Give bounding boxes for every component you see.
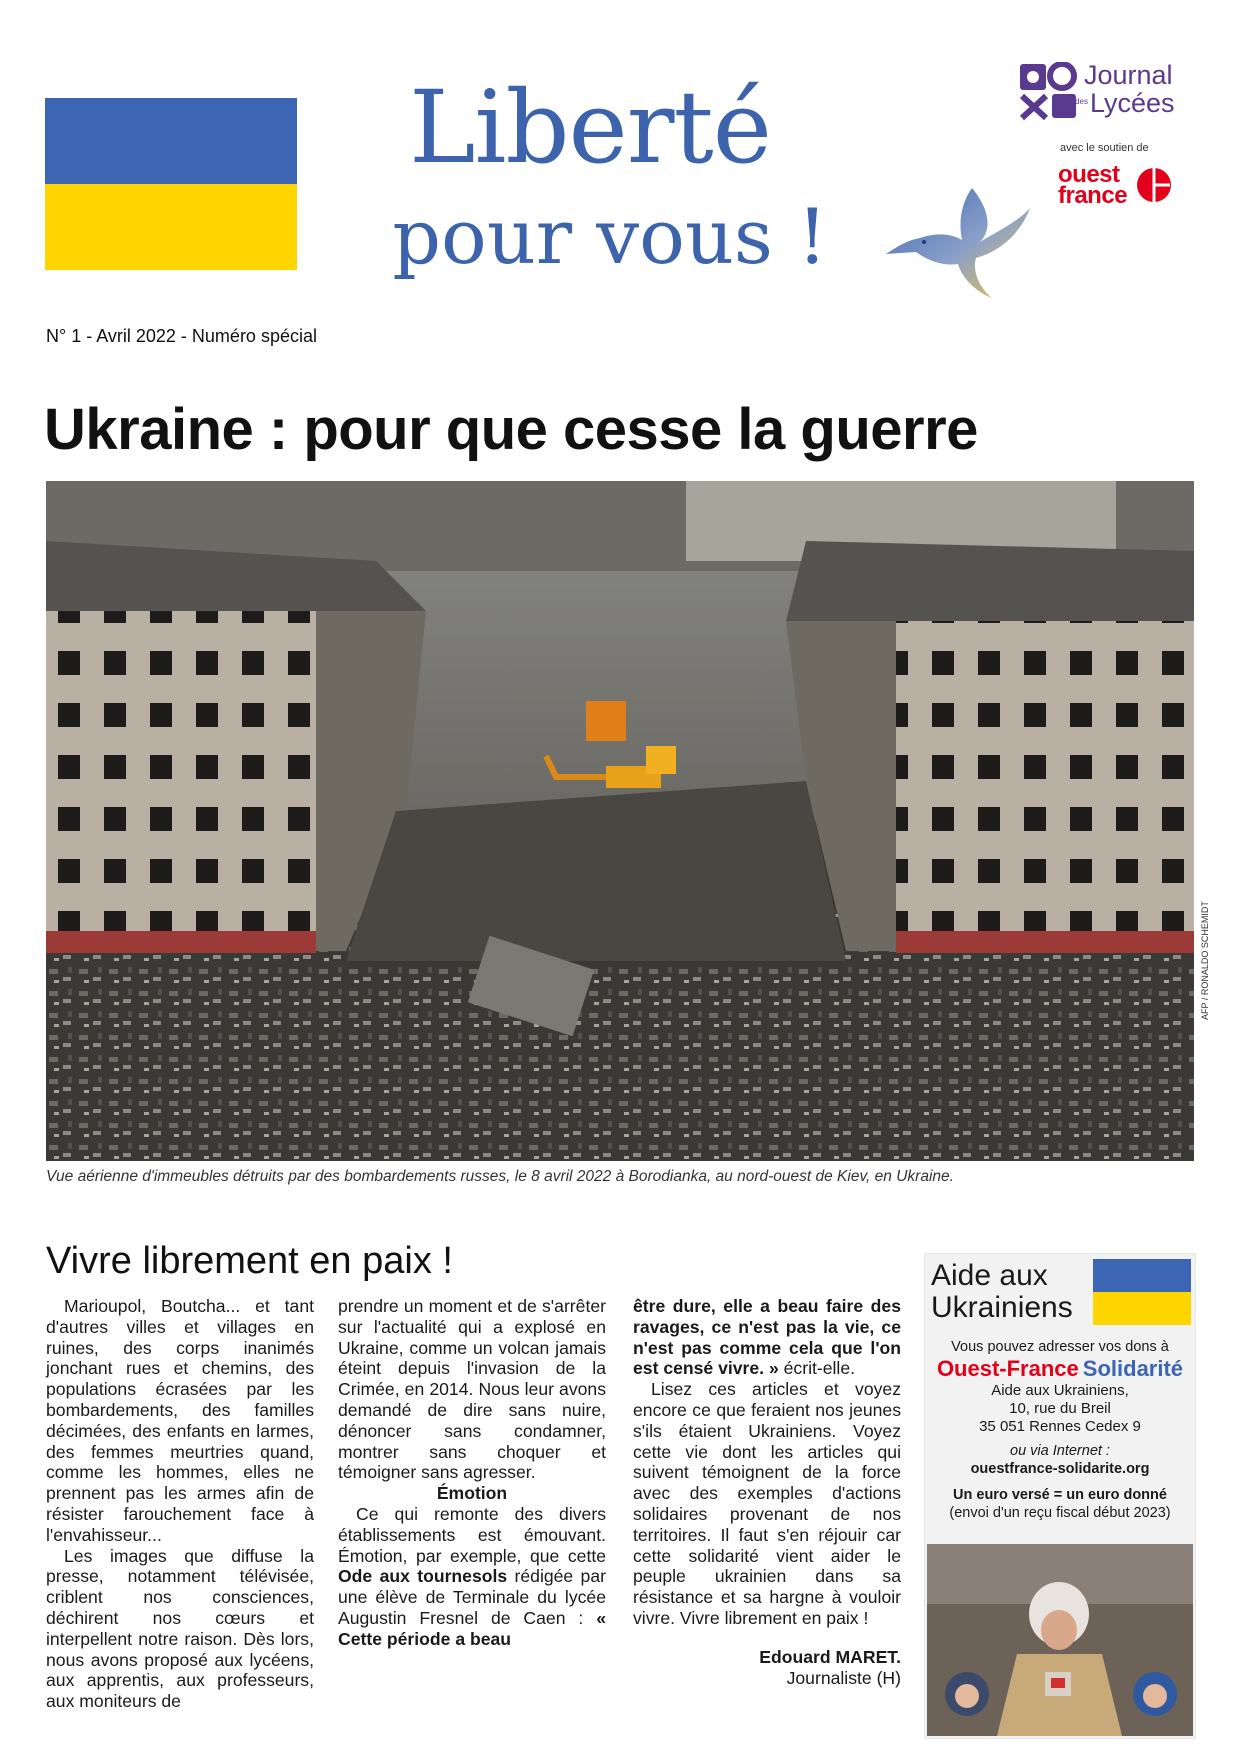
address-line3: 35 051 Rennes Cedex 9 [979,1418,1141,1435]
destroyed-buildings-photo [46,481,1194,1161]
donation-title-line1: Aide aux [931,1259,1048,1292]
donation-info [925,1338,1195,1522]
article-subhead: Émotion [436,1483,508,1504]
donation-box [924,1253,1196,1739]
photo-credit: AFP / RONALDO SCHEMIDT [1200,901,1210,1020]
refugees-photo [927,1544,1193,1736]
address-line2: 10, rue du Breil [1009,1400,1111,1417]
signature [633,1647,901,1689]
donation-box-title [931,1260,1073,1324]
donation-intro: Vous pouvez adresser vos dons à [951,1339,1169,1355]
receipt-note: (envoi d'un reçu fiscal début 2023) [949,1505,1171,1521]
ukraine-flag-small [1093,1259,1191,1325]
ukraine-flag [45,98,297,270]
org-name-red: Ouest-France [936,1356,1079,1381]
quote-end: être dure, elle a beau faire des ravages, ce n'est pas la vie, ce n'est pas comme cela que l'on est censé vivre. » [633,1296,901,1379]
or-internet: ou via Internet : [1010,1443,1110,1459]
issue-line: N° 1 - Avril 2022 - Numéro spécial [46,326,317,346]
text-run: Ce qui remonte des divers établissements est émouvant. Émotion, par exemple, que cette [338,1503,606,1566]
ouest-france-logo [1058,161,1128,209]
article-paragraph: Lisez ces articles et voyez encore ce que feraient nos jeunes s'ils étaient Ukrainiens. Voyez cette vie dont les articles qui suivent témoignent de la force avec des exemples d'actions solidaires provenant de nos territoires. Il faut s'en réjouir car cette solidarité vient aider le peuple ukrainien dans sa résistance et sa hargne à vouloir vivre. Vivre librement en paix ! [633,1379,901,1628]
article-title: Vivre librement en paix ! [46,1240,453,1282]
lycees-word: Lycées [1090,88,1175,118]
headline: Ukraine : pour que cesse la guerre [44,397,978,462]
ouest-word: ouest [1058,161,1120,188]
ouest-france-circle-icon [1136,167,1172,203]
author-role: Journaliste (H) [786,1667,901,1688]
article-paragraph [338,1504,606,1650]
journal-des-lycees-logo-icon [1018,62,1080,120]
article-column-1 [46,1296,314,1712]
article-paragraph: prendre un moment et de s'arrêter sur l'actualité qui a explosé en Ukraine, comme un volcan jamais éteint depuis l'invasion de la Crimée, en 2014. Nous leur avons demandé de dire sans nuire, dénoncer sans condamner, montrer sans choquer et témoigner sans agresser. [338,1296,606,1483]
text-run: rédigée par une élève de Terminale du lycée Augustin Fresnel de Caen : [338,1566,606,1628]
author-name: Edouard MARET. [759,1646,901,1667]
masthead-title-line2: pour vous ! [392,192,828,281]
article-paragraph: Marioupol, Boutcha... et tant d'autres villes et villages en ruines, des corps inanimés jonchant rues et chemins, des populations écrasées par les bombardements, des familles décimées, des enfants en larmes, des femmes meurtries quand, comme les hommes, elles ne prennent pas les armes afin de résister farouchement face à l'envahisseur... [46,1296,314,1545]
article-column-2 [338,1296,606,1650]
quote-start: « Cette période a beau [338,1607,606,1649]
photo-caption: Vue aérienne d'immeubles détruits par des bombardements russes, le 8 avril 2022 à Borodianka, au nord-ouest de Kiev, en Ukraine. [46,1168,954,1185]
journal-word: Journal [1084,60,1173,90]
ode-title: Ode aux tournesols [338,1566,508,1587]
address-line1: Aide aux Ukrainiens, [991,1382,1129,1399]
dove-icon [880,180,1030,300]
des-word: des [1075,97,1088,106]
article-column-3 [633,1296,901,1688]
article-paragraph [633,1296,901,1379]
article-paragraph: Les images que diffuse la presse, notamment télévisée, criblent nos consciences, déchirent nos cœurs et interpellent notre raison. Dès lors, nous avons proposé aux lycéens, aux apprentis, aux professeurs, aux moniteurs de [46,1545,314,1712]
france-word: france [1058,182,1128,209]
website-link[interactable]: ouestfrance-solidarite.org [970,1461,1150,1477]
org-name-blue: Solidarité [1082,1356,1184,1381]
text-run: écrit-elle. [778,1358,856,1379]
soutien-text: avec le soutien de [1060,142,1149,154]
donation-title-line2: Ukrainiens [931,1291,1073,1324]
euro-statement: Un euro versé = un euro donné [953,1487,1167,1503]
masthead-title-line1: Liberté [409,69,771,186]
